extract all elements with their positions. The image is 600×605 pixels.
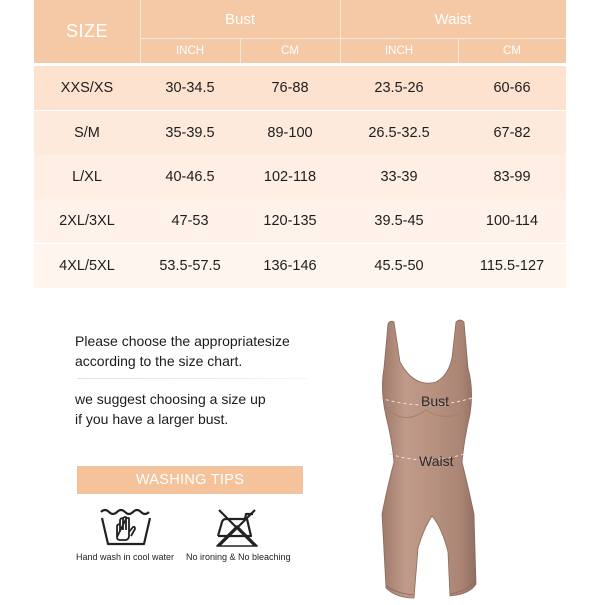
table-row <box>34 111 566 155</box>
waist-inch-cell: 26.5-32.5 <box>368 125 430 141</box>
bust-label: Bust <box>421 393 450 409</box>
size-column-header: SIZE <box>65 21 108 41</box>
table-row <box>34 155 566 199</box>
hand-wash-icon <box>98 506 154 548</box>
size-cell: 2XL/3XL <box>59 213 115 229</box>
bust-cm-cell: 136-146 <box>263 258 317 274</box>
header-divider <box>340 0 341 63</box>
bust-inch-cell: 35-39.5 <box>165 125 215 141</box>
note-divider <box>77 378 307 379</box>
bust-cm-cell: 120-135 <box>263 213 317 229</box>
no-iron-label: No ironing & No bleaching <box>186 552 291 562</box>
table-header <box>34 0 566 63</box>
waist-cm-header: CM <box>503 44 521 57</box>
note-line: according to the size chart. <box>75 353 243 369</box>
size-advice-note <box>75 331 335 371</box>
bust-cm-cell: 76-88 <box>271 80 309 96</box>
bust-column-header: Bust <box>224 10 255 28</box>
table-row <box>34 244 566 288</box>
waist-cm-cell: 67-82 <box>493 125 531 141</box>
bust-inch-cell: 47-53 <box>171 213 209 229</box>
header-divider <box>458 38 459 63</box>
waist-cm-cell: 60-66 <box>493 80 531 96</box>
waist-inch-header: INCH <box>384 44 414 57</box>
bust-inch-header: INCH <box>175 44 205 57</box>
size-cell: S/M <box>74 125 100 141</box>
size-cell: L/XL <box>72 169 102 185</box>
size-cell: XXS/XS <box>60 80 114 96</box>
table-row <box>34 66 566 110</box>
bust-cm-header: CM <box>281 44 299 57</box>
waist-cm-cell: 100-114 <box>485 213 539 229</box>
waist-inch-cell: 39.5-45 <box>374 213 424 229</box>
waist-label: Waist <box>419 453 454 469</box>
hand-wash-label: Hand wash in cool water <box>76 552 175 562</box>
bust-advice-note <box>75 389 335 429</box>
note-line: Please choose the appropriatesize <box>75 333 290 349</box>
waist-cm-cell: 115.5-127 <box>479 258 545 274</box>
table-row <box>34 199 566 243</box>
bust-cm-cell: 102-118 <box>263 169 317 185</box>
header-divider <box>140 0 141 63</box>
waist-inch-cell: 33-39 <box>380 169 418 185</box>
bodysuit-image <box>352 316 502 600</box>
note-line: we suggest choosing a size up <box>75 391 266 407</box>
waist-cm-cell: 83-99 <box>493 169 531 185</box>
waist-inch-cell: 45.5-50 <box>374 258 424 274</box>
bust-inch-cell: 30-34.5 <box>165 80 215 96</box>
note-line: if you have a larger bust. <box>75 411 229 427</box>
size-chart-table <box>34 0 566 288</box>
waist-inch-cell: 23.5-26 <box>374 80 424 96</box>
header-divider <box>240 38 241 63</box>
size-cell: 4XL/5XL <box>59 258 115 274</box>
no-iron-no-bleach-icon <box>213 506 261 548</box>
bust-inch-cell: 53.5-57.5 <box>159 258 221 274</box>
header-divider <box>140 38 566 39</box>
bust-inch-cell: 40-46.5 <box>165 169 215 185</box>
bust-cm-cell: 89-100 <box>267 125 313 141</box>
waist-column-header: Waist <box>434 10 472 28</box>
washing-tips-title: WASHING TIPS <box>77 466 303 494</box>
